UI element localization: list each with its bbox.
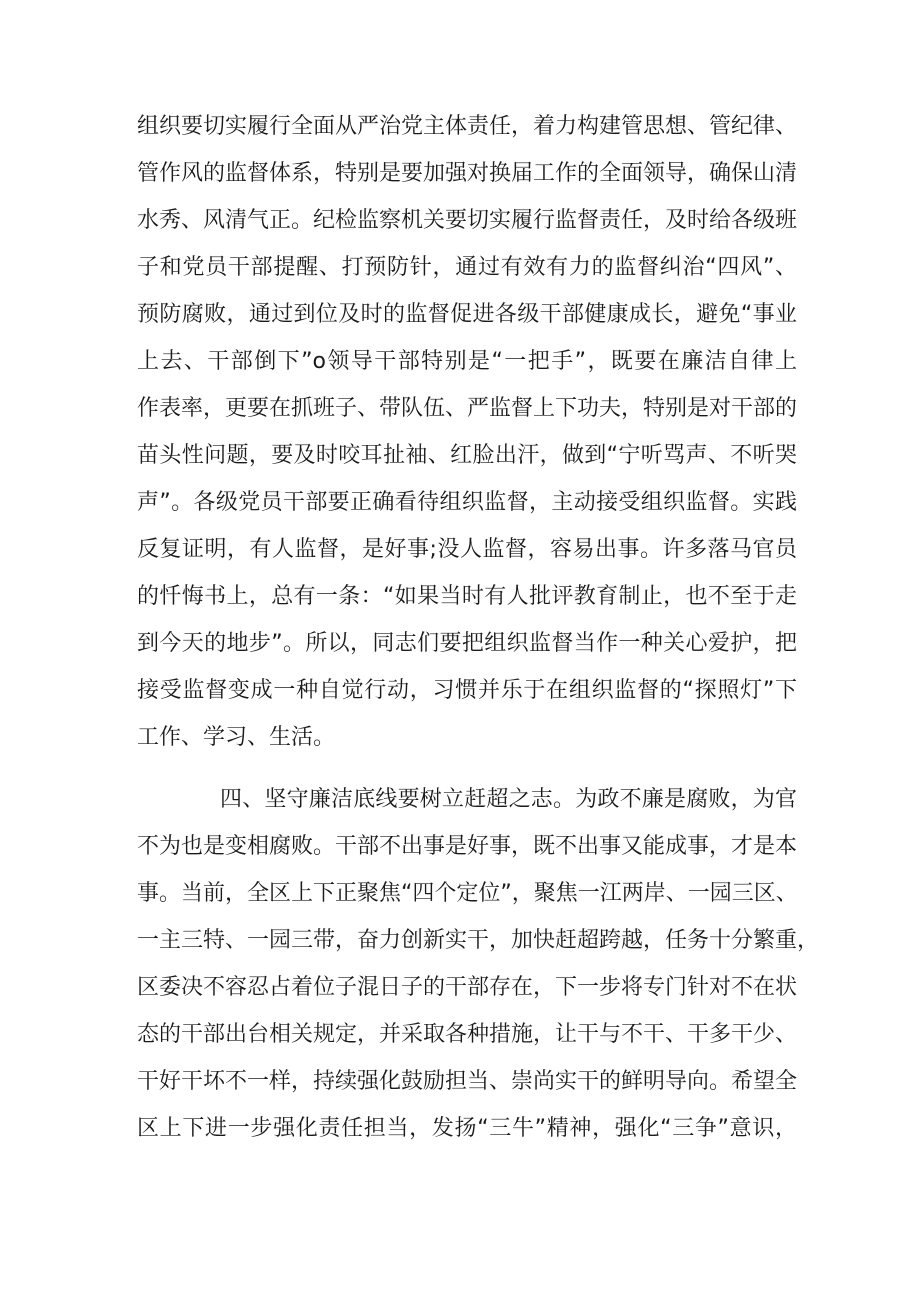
text-line: 态的干部出台相关规定，并采取各种措施，让干与不干、干多干少、: [137, 1022, 798, 1047]
text-line: 声”。各级党员干部要正确看待组织监督，主动接受组织监督。实践: [137, 490, 797, 515]
text-line: 反复证明，有人监督，是好事;没人监督，容易出事。许多落马官员: [137, 537, 797, 562]
text-line: 子和党员干部提醒、打预防针，通过有效有力的监督纠治“四风”、: [137, 255, 797, 280]
text-line: 一主三特、一园三带，奋力创新实干，加快赶超跨越，任务十分繁重，: [137, 928, 820, 953]
text-line: 的忏悔书上，总有一条：“如果当时有人批评教育制止，也不至于走: [137, 584, 797, 609]
paragraph-heading-line: 四、坚守廉洁底线要树立赶超之志。为政不廉是腐败，为官: [220, 787, 797, 812]
text-line: 区委决不容忍占着位子混日子的干部存在，下一步将专门针对不在状: [137, 975, 798, 1000]
text-line: 苗头性问题，要及时咬耳扯袖、红脸出汗，做到“宁听骂声、不听哭: [137, 443, 797, 468]
text-line: 组织要切实履行全面从严治党主体责任，着力构建管思想、管纪律、: [137, 114, 798, 139]
text-line: 到今天的地步”。所以，同志们要把组织监督当作一种关心爱护，把: [137, 631, 797, 656]
text-line: 水秀、风清气正。纪检监察机关要切实履行监督责任，及时给各级班: [137, 208, 798, 233]
text-line: 干好干坏不一样，持续强化鼓励担当、崇尚实干的鲜明导向。希望全: [137, 1069, 798, 1094]
text-line: 不为也是变相腐败。干部不出事是好事，既不出事又能成事，才是本: [137, 834, 798, 859]
text-line: 预防腐败，通过到位及时的监督促进各级干部健康成长，避免“事业: [137, 302, 797, 327]
text-line: 工作、学习、生活。: [137, 725, 336, 750]
text-line: 事。当前，全区上下正聚焦“四个定位”，聚焦一江两岸、一园三区、: [137, 881, 798, 906]
text-line: 接受监督变成一种自觉行动，习惯并乐于在组织监督的“探照灯”下: [137, 678, 797, 703]
text-line: 区上下进一步强化责任担当，发扬“三牛”精神，强化“三争”意识，: [137, 1116, 797, 1141]
text-line: 作表率，更要在抓班子、带队伍、严监督上下功夫，特别是对干部的: [137, 396, 798, 421]
text-line: 上去、干部倒下”o领导干部特别是“一把手”，既要在廉洁自律上: [137, 349, 797, 374]
text-line: 管作风的监督体系，特别是要加强对换届工作的全面领导，确保山清: [137, 161, 798, 186]
